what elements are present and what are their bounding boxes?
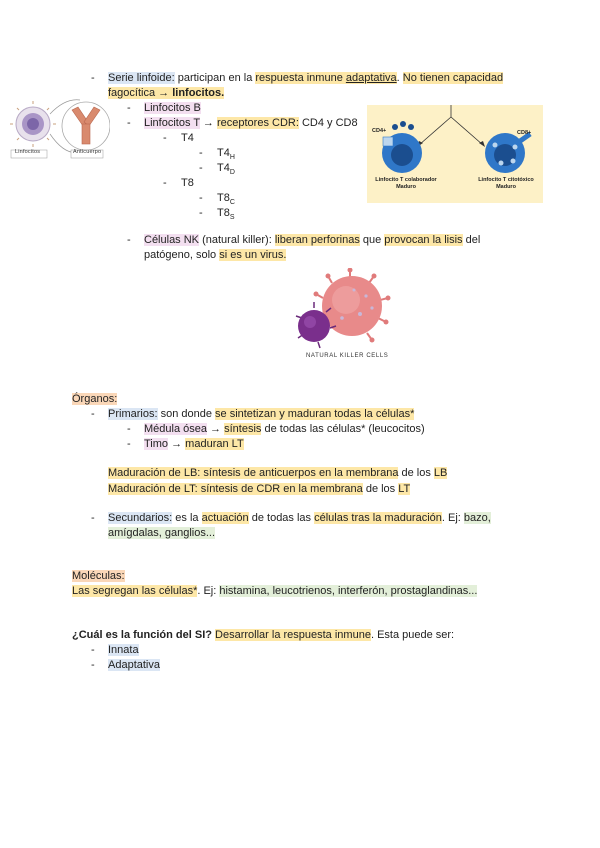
bullet: - <box>127 234 131 246</box>
arrow: → <box>207 423 225 435</box>
bullet: - <box>127 102 131 114</box>
helper-label-2: Maduro <box>396 184 416 190</box>
secundarios-label: Secundarios: <box>108 512 173 524</box>
bullet: - <box>163 132 167 144</box>
hl-adaptativa: adaptativa <box>345 72 397 84</box>
nk-label: Células NK <box>144 234 200 246</box>
hl-bazo: bazo, <box>463 512 491 524</box>
item-adaptativa <box>108 658 160 673</box>
text: patógeno, solo <box>144 249 220 261</box>
arrow: → <box>168 438 186 450</box>
bullet: - <box>127 117 131 129</box>
nk-line-2 <box>144 248 286 263</box>
text: . <box>396 72 403 84</box>
hl-actuacion: actuación <box>201 512 249 524</box>
arrow: → <box>199 117 217 129</box>
item-innata <box>108 643 139 658</box>
primarios-label: Primarios: <box>108 408 158 420</box>
hl-liberan: liberan perforinas <box>274 234 360 246</box>
hl-respuesta: respuesta inmune <box>255 72 346 84</box>
bullet: - <box>199 147 203 159</box>
primarios-line <box>108 407 414 422</box>
t4h-sub: H <box>229 154 235 162</box>
hl-amigdalas: amígdalas, ganglios... <box>108 527 216 539</box>
organos-heading <box>72 392 117 407</box>
t8s-sub: S <box>229 214 235 222</box>
adaptativa-label: Adaptativa <box>108 659 160 671</box>
hl-si-virus: si es un virus. <box>219 249 287 261</box>
item-t4h <box>217 146 235 161</box>
hl-maduracion-lt: Maduración de LT: síntesis de CDR en la membrana <box>108 483 363 495</box>
hl-primarios: se sintetizan y maduran todas la células* <box>215 408 415 420</box>
bullet: - <box>199 207 203 219</box>
item-t4d <box>217 161 235 176</box>
maduracion-lb-line <box>108 466 447 481</box>
innata-label: Innata <box>108 644 139 656</box>
cytotoxic-label-2: Maduro <box>496 184 516 190</box>
text: son donde <box>157 408 216 420</box>
hl-segregan: Las segregan las células* <box>72 585 198 597</box>
bullet-serie: - <box>91 72 95 84</box>
hl-lb: LB <box>433 467 448 479</box>
medula-line <box>144 422 425 437</box>
serie-line-2 <box>108 86 224 101</box>
bullet: - <box>91 659 95 671</box>
secundarios-line-1 <box>108 511 491 526</box>
text: participan en la <box>174 72 256 84</box>
maduracion-lt-line <box>108 482 410 497</box>
hl-fagocitica: fagocítica → <box>108 87 173 99</box>
cytotoxic-label <box>471 177 541 191</box>
hl-provocan: provocan la lisis <box>384 234 463 246</box>
t4d-sub: D <box>229 169 235 177</box>
bullet: - <box>91 644 95 656</box>
hl-celulas-maduracion: células tras la maduración <box>314 512 442 524</box>
cytotoxic-label-1: Linfocito T citotóxico <box>478 177 534 183</box>
item-linfocitos-b <box>144 101 201 116</box>
bullet: - <box>91 408 95 420</box>
helper-label-1: Linfocito T colaborador <box>375 177 437 183</box>
t8c-sub: C <box>229 199 235 207</box>
organos-heading-text: Órganos: <box>72 393 118 405</box>
figure-t-cells <box>367 105 543 203</box>
bullet: - <box>91 512 95 524</box>
item-t8: T8 <box>181 177 194 189</box>
moleculas-heading-text: Moléculas: <box>72 570 125 582</box>
moleculas-line <box>72 584 477 599</box>
figure-lymphocyte-antibody <box>10 96 110 162</box>
hl-sintesis: síntesis <box>224 423 262 435</box>
serie-line-1 <box>108 71 503 86</box>
text: es la <box>172 512 202 524</box>
nk-line-1 <box>144 233 480 248</box>
text: de todas las <box>248 512 315 524</box>
text: que <box>359 234 385 246</box>
item-linfocitos-t <box>144 116 358 131</box>
bullet: - <box>199 192 203 204</box>
hl-no-tienen: No tienen capacidad <box>402 72 504 84</box>
hl-ejemplos: histamina, leucotrienos, interferón, prostaglandinas... <box>219 585 478 597</box>
cd4-label: CD4+ <box>372 128 387 134</box>
timo-label: Timo <box>144 438 169 450</box>
cd8-label: CD8+ <box>517 130 532 136</box>
item-t8c <box>217 191 235 206</box>
secundarios-line-2 <box>108 526 215 541</box>
figure-label-anticuerpo: Anticuerpo <box>73 149 102 155</box>
t4h: T4 <box>217 147 230 159</box>
bullet: - <box>127 438 131 450</box>
text: (natural killer): <box>199 234 275 246</box>
funcion-line <box>72 628 454 643</box>
text: de los <box>398 467 434 479</box>
hl-desarrollar: Desarrollar la respuesta inmune <box>215 629 371 641</box>
t4d: T4 <box>217 162 230 174</box>
t8c: T8 <box>217 192 230 204</box>
hl-linfocitos: linfocitos. <box>172 87 225 99</box>
bullet: - <box>199 162 203 174</box>
item-t4: T4 <box>181 132 194 144</box>
text: de los <box>362 483 399 495</box>
timo-line <box>144 437 244 452</box>
cd-text: CD4 y CD8 <box>298 117 358 129</box>
linfocitos-b-label: Linfocitos B <box>144 102 201 114</box>
figure-label-linfocitos: Linfocitos <box>15 149 41 155</box>
moleculas-heading <box>72 569 125 584</box>
text: . Esta puede ser: <box>370 629 455 641</box>
nk-cells-illustration <box>294 268 394 354</box>
linfocitos-t-label: Linfocitos T <box>144 117 200 129</box>
item-t8s <box>217 206 235 221</box>
hl-lt: LT <box>398 483 411 495</box>
t8s: T8 <box>217 207 230 219</box>
figure-nk-cells <box>294 268 394 364</box>
helper-label <box>371 177 441 191</box>
bullet: - <box>127 423 131 435</box>
nk-caption: NATURAL KILLER CELLS <box>306 353 389 359</box>
text: del <box>462 234 481 246</box>
funcion-question: ¿Cuál es la función del SI? <box>72 629 212 641</box>
text: . Ej: <box>441 512 464 524</box>
hl-maduran-lt: maduran LT <box>185 438 244 450</box>
serie-label: Serie linfoide: <box>108 72 175 84</box>
hl-maduracion-lb: Maduración de LB: síntesis de anticuerpos en la membrana <box>108 467 399 479</box>
medula-label: Médula ósea <box>144 423 207 435</box>
hl-receptores: receptores CDR: <box>216 117 299 129</box>
bullet: - <box>163 177 167 189</box>
text: de todas las células* (leucocitos) <box>261 423 425 435</box>
text: . Ej: <box>197 585 220 597</box>
